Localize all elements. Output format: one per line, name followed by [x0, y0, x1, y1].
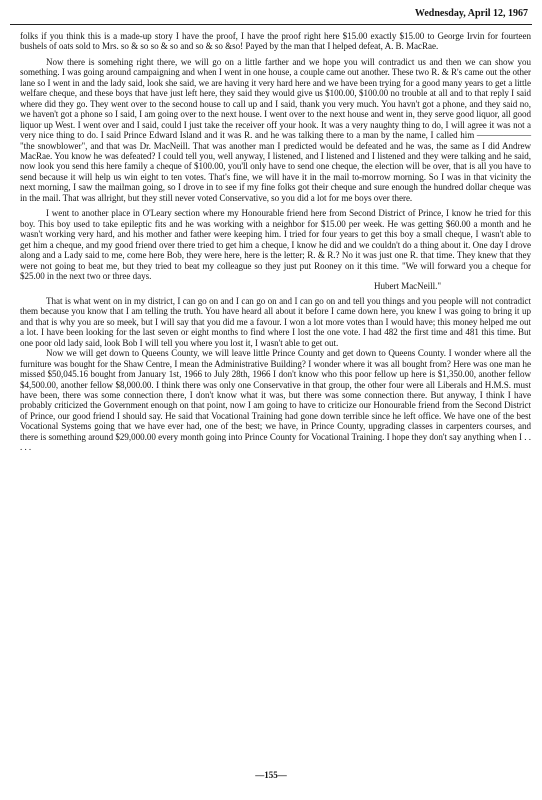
paragraph: I went to another place in O'Leary section where my Honourable friend here from Second District of Prince, I know he tried for this boy. This boy used to take epileptic fits and he was working with a neighbor for $15.00 per week. He was getting $60.00 a month and he wasn't working very hard, and his mother and father were keeping him. I tried for four years to get this boy a small cheque, I wasn't able to get him a cheque, and my good friend over there tried to get him a cheque, I know he did and we couldn't do a thing about it. One day I drove along and a Lady said to me, come here Bob, they were here, here is the letter; R. & R.? No it was just one R. that time. They knew that they were not going to beat me, but they tried to beat my colleague so they just put Rooney on it this time. "We will forward you a cheque for $25.00 in the next two or three days. [20, 208, 531, 281]
signature-line: Hubert MacNeill." [374, 281, 441, 292]
header-rule [10, 24, 532, 25]
running-header-date: Wednesday, April 12, 1967 [414, 8, 528, 19]
document-body [20, 31, 531, 458]
paragraph: That is what went on in my district, I can go on and I can go on and I can go on and tell you things and you people will not contradict them because you know that I am telling the truth. You have heard all about it before I came down here, you knew I was going to bring it up and that is why you are so meek, but I will say that you did me a favour. I won a lot more votes than I would have; this money helped me out a lot. I have been looking for the last seven or eight months to find where I lost the one vote. I had 482 the first time and 481 this time. But one poor old lady said, look Bob I will tell you where you lost it, I wasn't able to get out. [20, 295, 531, 348]
paragraph-continued: folks if you think this is a made-up story I have the proof, I have the proof right here $15.00 exactly $15.00 to George Irvin for fourteen bushels of oats sold to Mrs. so & so so & so and so & so &so! Payed by the man that I helped defeat, A. B. MacRae. [20, 31, 531, 52]
paragraph: Now there is somehing right there, we will go on a little farther and we hope you will contradict us and then we can show you something. I was going around campaigning and when I went in one house, a couple came out another. These two R. & R's came out the other lane so I went in and the lady said, look she said, we are having it very hard here and we have been trying for a good many years to get a little welfare cheque, and these boys that have just left here, they said they would give us $100.00, $100.00 no trouble at all and to that reply I said where did they go. They went over to the second house to call up and I said, thank you very much. You havn't got a phone, and they said no, we haven't got a phone so I said, I am going over to the next house. I went over to the next house and went in, they serve good liquor, all good liquor up West. I went over and I said, could I just take the receiver off your hook. It was a very naughty thing to do, I will agree it was not a very nice thing to do. I said Prince Edward Island and it was R. and he was talking there to a man by the name, I called him —————— "the snowblower", and that was Dr. MacNeill. That was another man I predicted would be defeated and he was, the same as I did Andrew MacRae. You know he was defeated? I could tell you, well anyway, I listened, and I listened and I listened and they were talking and he said, now look you send this here family a cheque of $100.00, you'll only have to send one cheque, the election will be over, that is all you have to send because it will help us win eight to ten votes. That's fine, we will have it in the mail to-morrow morning. So I was in that vicinity the next morning, I saw the mailman going, so I drove in to see if my fine folks got their cheque and sure enough the hundred dollar cheque was in the mail. That was allright, but they still never voted Conservative, so you did a lot for me boys over there. [20, 56, 531, 203]
page-number: —155— [255, 770, 287, 780]
paragraph: Now we will get down to Queens County, we will leave little Prince County and get down to Queens County. I wonder where all the furniture was bought for the Shaw Centre, I mean the Administrative Building? I wonder where it was all bought from? Here was one man he missed $50,045.16 bought from January 1st, 1966 to July 28th, 1966 I don't know who this poor fellow up here is $1,350.00, another fellow $4,500.00, another fellow $8,000.00. I think there was only one Conservative in that group, the other four were all Liberals and H.M.S. must have been, there was some connection there, I don't know what it was, but there was some connection there. But anyway, I think I have probably criticized the Government enough on that point, now I am going to have to criticize our Honourable friend from the Second District of Prince, our good friend I should say. He said that Vocational Training had gone down terrible since he left office. We have one of the best Vocational Systems going that we have ever had, one of the best; we have, in Prince County, upgrading classes in carpenters courses, and there is something around $29,000.00 every month going into Prince County for Vocational Training. I hope they don't say anything when I . . . . . [20, 348, 531, 453]
